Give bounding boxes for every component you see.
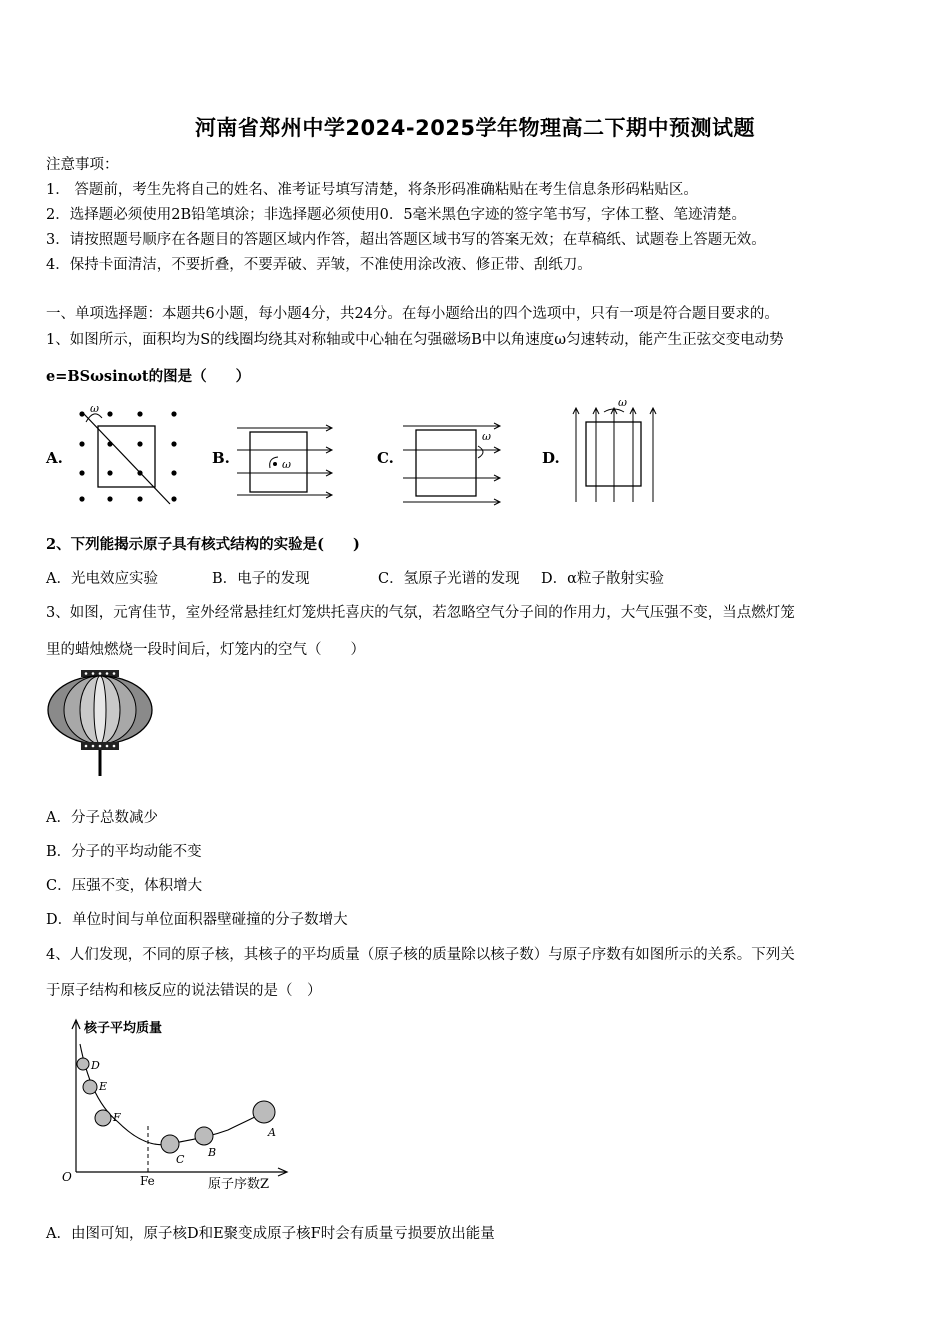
q3-stem-line2: 里的蜡烛燃烧一段时间后，灯笼内的空气（ ） — [46, 642, 365, 658]
q3-option-d: D．单位时间与单位面积器壁碰撞的分子数增大 — [46, 912, 348, 928]
q3-option-b: B．分子的平均动能不变 — [46, 844, 202, 860]
notice-item-4: 4．保持卡面清洁，不要折叠，不要弄破、弄皱，不准使用涂改液、修正带、刮纸刀。 — [46, 257, 592, 273]
q2-option-b: B．电子的发现 — [212, 571, 310, 587]
label-e: E — [99, 1080, 108, 1093]
q4-stem-line1: 4、人们发现，不同的原子核，其核子的平均质量（原子核的质量除以核子数）与原子序数有如图所示的关系。下列关 — [46, 947, 795, 963]
q1c-omega: ω — [482, 430, 491, 443]
chart-xlabel: 原子序数Z — [208, 1177, 270, 1192]
notice-item-2: 2．选择题必须使用2B铅笔填涂；非选择题必须使用0．5毫米黑色字迹的签字笔书写，字体工整、笔迹清楚。 — [46, 207, 747, 223]
q1-label-d: D. — [542, 449, 560, 467]
q1-figure-c — [398, 418, 510, 508]
label-b: B — [208, 1146, 217, 1159]
point-e — [83, 1080, 97, 1094]
point-d — [77, 1058, 89, 1070]
page-title: 河南省郑州中学2024-2025学年物理高二下期中预测试题 — [194, 116, 756, 140]
q2-option-a: A．光电效应实验 — [46, 571, 158, 587]
q1-figure-b — [232, 418, 342, 500]
q1-stem-line2: e=BSωsinωt的图是（ ） — [46, 368, 251, 385]
q2-option-d: D．α粒子散射实验 — [541, 571, 664, 587]
q2-option-c: C．氢原子光谱的发现 — [378, 571, 520, 587]
q4-chart — [58, 1014, 298, 1194]
label-d: D — [91, 1059, 100, 1072]
label-a: A — [268, 1126, 276, 1139]
notice-heading: 注意事项： — [46, 157, 119, 173]
q3-option-a: A．分子总数减少 — [46, 810, 158, 826]
lantern-illustration — [44, 668, 154, 780]
q1-figure-d — [566, 396, 666, 506]
q3-stem-line1: 3、如图，元宵佳节，室外经常悬挂红灯笼烘托喜庆的气氛，若忽略空气分子间的作用力，大气压强不变，当点燃灯笼 — [46, 605, 795, 621]
q3-option-c: C．压强不变，体积增大 — [46, 878, 203, 894]
notice-item-1: 1． 答题前，考生先将自己的姓名、准考证号填写清楚，将条形码准确粘贴在考生信息条形码粘贴区。 — [46, 182, 698, 198]
q2-stem: 2、下列能揭示原子具有核式结构的实验是( ) — [46, 536, 360, 553]
section-heading: 一、单项选择题：本题共6小题，每小题4分，共24分。在每小题给出的四个选项中，只有一项是符合题目要求的。 — [46, 306, 779, 322]
q1d-omega: ω — [618, 396, 627, 409]
point-c — [161, 1135, 179, 1153]
q1b-omega: ω — [282, 458, 291, 471]
chart-fe-label: Fe — [140, 1174, 155, 1188]
point-b — [195, 1127, 213, 1145]
point-f — [95, 1110, 111, 1126]
q4-stem-line2: 于原子结构和核反应的说法错误的是（ ） — [46, 983, 322, 999]
point-a — [253, 1101, 275, 1123]
q1-stem-line1: 1、如图所示，面积均为S的线圈均绕其对称轴或中心轴在匀强磁场B中以角速度ω匀速转动，能产生正弦交变电动势 — [46, 332, 784, 348]
notice-item-3: 3．请按照题号顺序在各题目的答题区域内作答，超出答题区域书写的答案无效；在草稿纸、试题卷上答题无效。 — [46, 232, 766, 248]
label-f: F — [113, 1111, 121, 1124]
chart-origin: O — [62, 1170, 72, 1184]
q1-label-b: B. — [212, 449, 230, 467]
curve — [80, 1044, 264, 1145]
label-c: C — [176, 1153, 185, 1166]
chart-ylabel: 核子平均质量 — [84, 1021, 163, 1036]
q1-label-c: C. — [377, 449, 394, 467]
q1-figure-a — [70, 400, 190, 510]
q1-label-a: A. — [46, 449, 63, 467]
q4-option-a: A．由图可知，原子核D和E聚变成原子核F时会有质量亏损要放出能量 — [46, 1226, 495, 1242]
q1a-omega: ω — [90, 402, 99, 415]
